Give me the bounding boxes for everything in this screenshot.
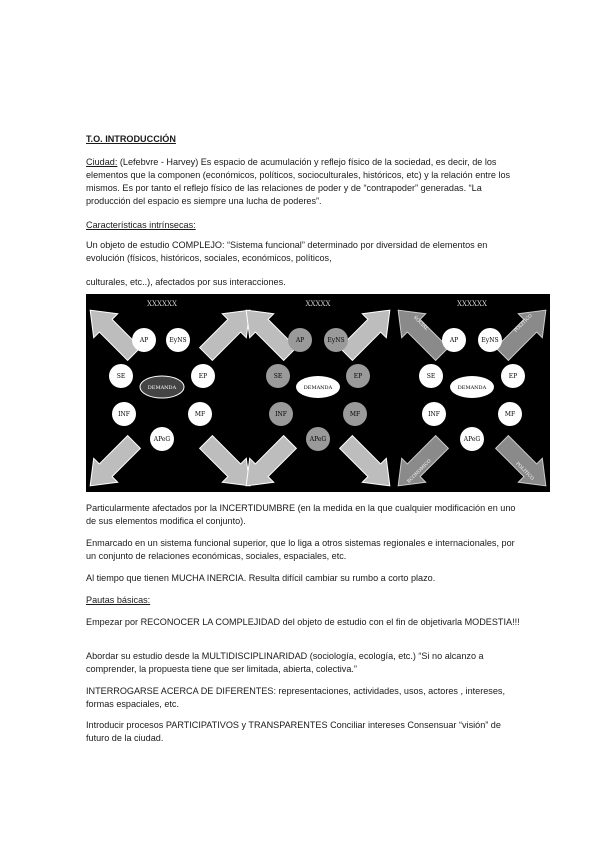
arrow-politico-2 — [490, 430, 550, 492]
demand-label: DEMANDA — [147, 385, 177, 391]
arrow-economico-label: ECONOMICO — [406, 458, 433, 485]
diagram-panel-2 — [234, 298, 402, 492]
node-se-label: SE — [116, 373, 126, 380]
system-diagram — [86, 294, 550, 492]
arrow-social — [386, 298, 454, 366]
node-eyns-label: EyNS — [481, 337, 499, 344]
node-apeg-label: APeG — [463, 436, 481, 443]
node-se-label: SE — [426, 373, 436, 380]
node-se-label: SE — [273, 373, 283, 380]
node-inf-label: INF — [118, 411, 130, 418]
node-apeg-label: APeG — [309, 436, 327, 443]
abordar-paragraph: Abordar su estudio desde la MULTIDISCIPLINARIDAD (sociología, ecología, etc.) “Si no alcanzo a comprender, la propuesta tiene que ser limitada, abierta, colectiva.” — [86, 651, 484, 674]
ciudad-text: (Lefebvre - Harvey) Es espacio de acumulación y reflejo físico de la sociedad, es decir, de los elementos que la componen (económicos, políticos, socioculturales, históricos, etc) y la relación entre los mismos. Es por tanto el reflejo físico de las relaciones de poder y de “contrapoder” generadas. “La producción del espacio es siempre una lucha de poderes”. — [86, 157, 511, 206]
pautas-heading: Pautas básicas: — [86, 595, 151, 605]
node-ap-label: AP — [139, 337, 149, 344]
demand-label: DEMANDA — [303, 385, 333, 391]
diagram-panel-3 — [386, 298, 550, 492]
arrow-down-right — [334, 430, 402, 492]
node-mf-label: MF — [349, 411, 361, 418]
node-mf-label: MF — [194, 411, 206, 418]
incertidumbre-paragraph: Particularmente afectados por la INCERTIDUMBRE (en la medida en la que cualquier modificación en uno de sus elementos modifica el conjunto). — [86, 503, 516, 526]
node-inf-label: INF — [275, 411, 287, 418]
arrow-economico — [386, 430, 454, 492]
interrogarse-paragraph: INTERROGARSE ACERCA DE DIFERENTES: representaciones, actividades, usos, actores , intereses, formas espaciales, etc. — [86, 686, 505, 709]
caracteristicas-heading: Características intrínsecas: — [86, 220, 196, 230]
objeto-paragraph: Un objeto de estudio COMPLEJO: “Sistema funcional” determinado por diversidad de elementos en evolución (físicos, históricos, sociales, económicos, políticos, — [86, 240, 488, 263]
panel-3-title: XXXXXX — [457, 300, 487, 308]
ciudad-paragraph — [86, 156, 526, 208]
empezar-paragraph: Empezar por RECONOCER LA COMPLEJIDAD del objeto de estudio con el fin de objetivarla MODESTIA!!! — [86, 617, 520, 627]
node-apeg-label: APeG — [153, 436, 171, 443]
node-ap-label: AP — [295, 337, 305, 344]
arrow-politico-2-label: POLITICO — [514, 461, 535, 482]
introducir-paragraph: Introducir procesos PARTICIPATIVOS y TRANSPARENTES Conciliar intereses Consensuar “visión” de futuro de la ciudad. — [86, 720, 501, 743]
arrow-down-left — [86, 430, 146, 492]
panel-2-title: XXXXX — [305, 300, 331, 308]
ciudad-label: Ciudad: — [86, 157, 118, 167]
panel-1-title: XXXXXX — [147, 300, 177, 308]
inercia-paragraph: Al tiempo que tienen MUCHA INERCIA. Resulta difícil cambiar su rumbo a corto plazo. — [86, 573, 436, 583]
enmarcado-paragraph: Enmarcado en un sistema funcional superior, que lo liga a otros sistemas regionales e internacionales, por un conjunto de relaciones económicas, sociales, espaciales, etc. — [86, 538, 515, 561]
arrow-politico-label: POLITICO — [513, 313, 534, 334]
arrow-social-label: SOCIAL — [412, 315, 429, 332]
objeto-paragraph-cont: culturales, etc..), afectados por sus interacciones. — [86, 277, 286, 287]
node-inf-label: INF — [428, 411, 440, 418]
page-title: T.O. INTRODUCCIÓN — [86, 134, 176, 144]
node-ap-label: AP — [449, 337, 459, 344]
node-ep-label: EP — [353, 373, 363, 380]
node-ep-label: EP — [508, 373, 518, 380]
node-ep-label: EP — [198, 373, 208, 380]
node-eyns-label: EyNS — [169, 337, 187, 344]
node-eyns-label: EyNS — [327, 337, 345, 344]
demand-label: DEMANDA — [457, 385, 487, 391]
node-mf-label: MF — [504, 411, 516, 418]
diagram-panel-1 — [86, 298, 262, 492]
